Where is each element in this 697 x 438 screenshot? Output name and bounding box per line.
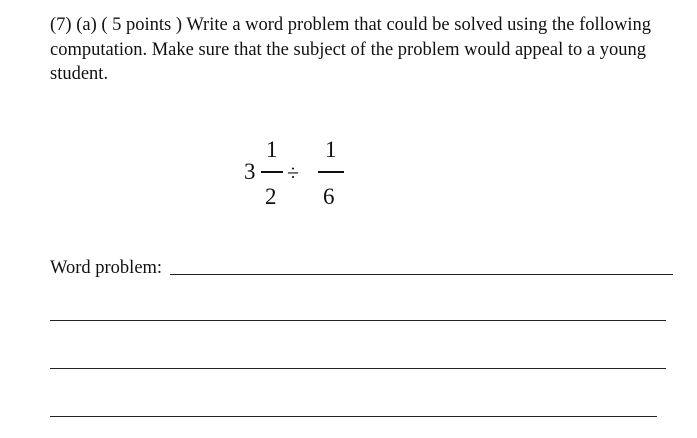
answer-line[interactable] <box>50 416 657 417</box>
mixed-number-whole: 3 <box>244 159 256 184</box>
fraction2-bar <box>318 171 344 173</box>
computation-expression <box>244 138 354 218</box>
answer-line[interactable] <box>50 368 666 369</box>
question-text: (7) (a) ( 5 points ) Write a word problem that could be solved using the following computation. Make sure that the subject of the problem would appeal to a young student. <box>50 15 652 84</box>
fraction2-denominator: 6 <box>323 184 335 209</box>
division-operator: ÷ <box>287 160 300 185</box>
answer-line[interactable] <box>170 274 673 275</box>
fraction2-numerator: 1 <box>325 137 337 162</box>
fraction1-numerator: 1 <box>266 137 278 162</box>
fraction1-denominator: 2 <box>265 184 277 209</box>
word-problem-label: Word problem: <box>50 258 163 278</box>
answer-line[interactable] <box>50 320 666 321</box>
fraction1-bar <box>261 171 283 173</box>
